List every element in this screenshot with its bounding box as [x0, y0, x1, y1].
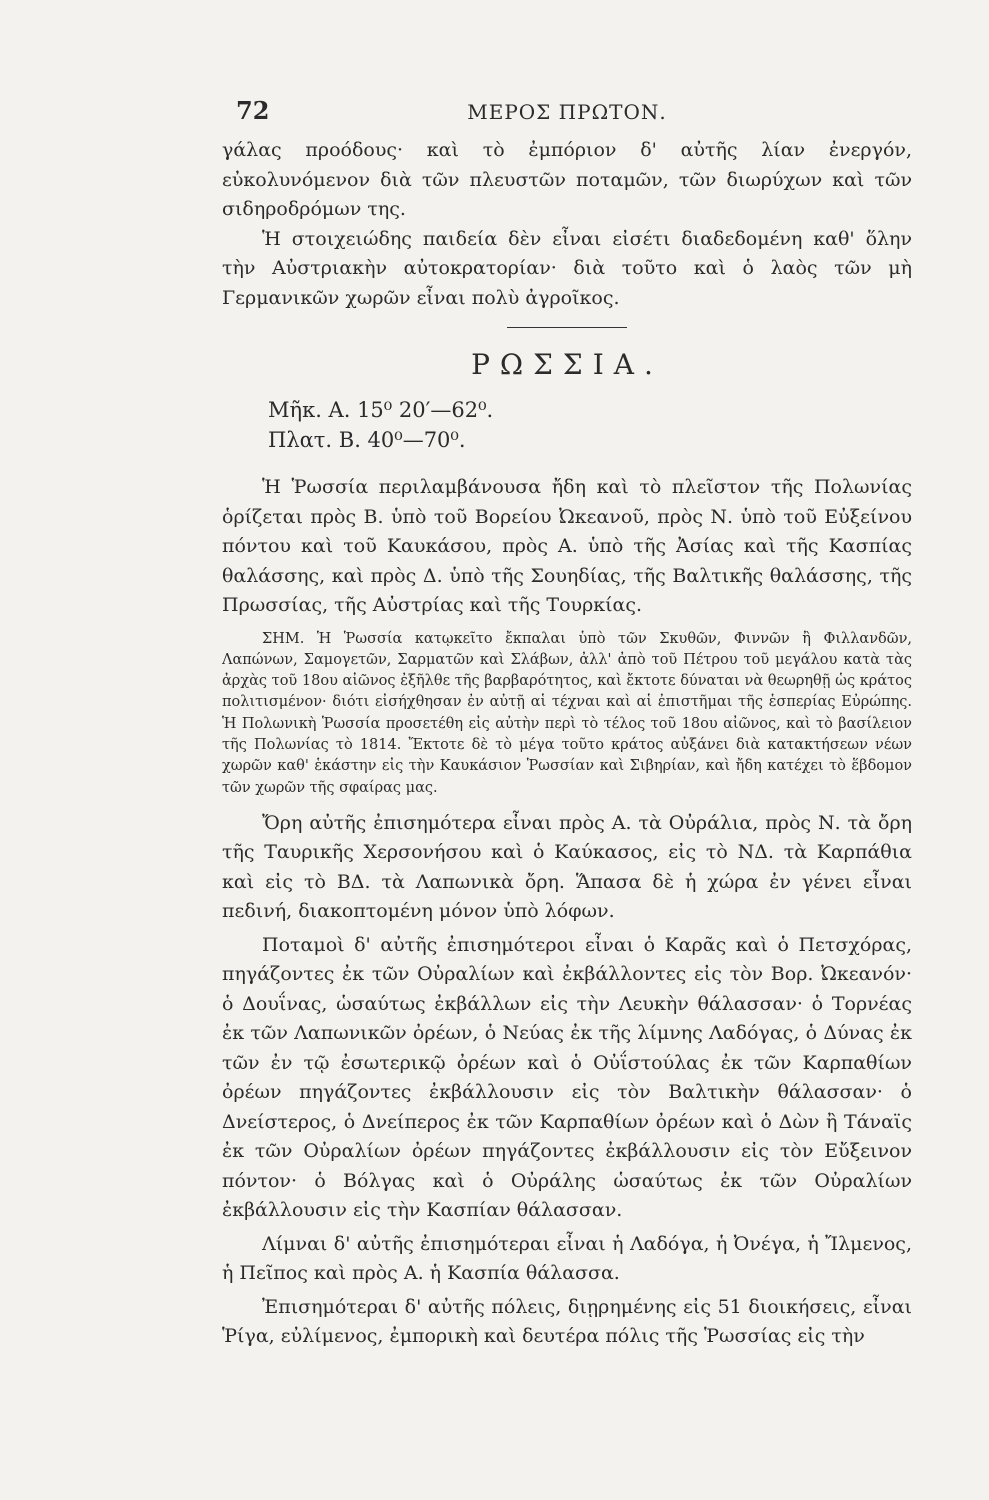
longitude: Μῆκ. Α. 15⁰ 20′—62⁰.	[268, 398, 494, 422]
paragraph: Ἐπισημότεραι δ' αὐτῆς πόλεις, διῃρημένης εἰς 51 διοικήσεις, εἶναι Ῥίγα, εὐλίμενος, ἐμπορικὴ καὶ δευτέρα πόλις τῆς Ῥωσσίας εἰς τὴν	[222, 1295, 912, 1348]
page-header	[222, 96, 912, 136]
paragraph: Ἡ Ῥωσσία περιλαμβάνουσα ἤδη καὶ τὸ πλεῖστον τῆς Πολωνίας ὁρίζεται πρὸς Β. ὑπὸ τοῦ Βορείου Ὠκεανοῦ, πρὸς Ν. ὑπὸ τοῦ Εὐξείνου πόντου καὶ τοῦ Καυκάσου, πρὸς Α. ὑπὸ τῆς Ἀσίας καὶ τῆς Κασπίας θαλάσσης, καὶ πρὸς Δ. ὑπὸ τῆς Σουηδίας, τῆς Βαλτικῆς θαλάσσης, τῆς Πρωσσίας, τῆς Αὐστρίας καὶ τῆς Τουρκίας.	[222, 476, 912, 616]
latitude: Πλατ. Β. 40⁰—70⁰.	[268, 428, 466, 452]
page-number: 72	[236, 96, 270, 125]
section-title: ΡΩΣΣΙΑ.	[471, 348, 663, 381]
section-divider	[507, 327, 627, 328]
running-head: ΜΕΡΟΣ ΠΡΩΤΟΝ.	[467, 100, 667, 124]
footnote: ΣΗΜ. Ἡ Ῥωσσία κατῳκεῖτο ἔκπαλαι ὑπὸ τῶν Σκυθῶν, Φιννῶν ἢ Φιλλανδῶν, Λαπώνων, Σαμογετῶν, Σαρματῶν καὶ Σλάβων, ἀλλ' ἀπὸ τοῦ Πέτρου τοῦ μεγάλου κατὰ τὰς ἀρχὰς τοῦ 18ου αἰῶνος ἐξῆλθε τῆς βαρβαρότητος, καὶ ἔκτοτε δύναται νὰ θεωρηθῇ ὡς κράτος πολιτισμένον· διότι εἰσήχθησαν ἐν αὐτῇ αἱ τέχναι καὶ αἱ ἐπιστῆμαι τῆς ἑσπερίας Εὐρώπης. Ἡ Πολωνικὴ Ῥωσσία προσετέθη εἰς αὐτὴν περὶ τὸ τέλος τοῦ 18ου αἰῶνος, καὶ τὸ βασίλειον τῆς Πολωνίας τὸ 1814. Ἔκτοτε δὲ τὸ μέγα τοῦτο κράτος αὐξάνει διὰ κατακτήσεων νέων χωρῶν καθ' ἑκάστην εἰς τὴν Καυκάσιον Ῥωσσίαν καὶ Σιβηρίαν, καὶ ἤδη κατέχει τὸ ἕβδομον τῶν χωρῶν τῆς σφαίρας μας.	[222, 630, 912, 796]
paragraph: Ποταμοὶ δ' αὐτῆς ἐπισημότεροι εἶναι ὁ Καρᾶς καὶ ὁ Πετσχόρας, πηγάζοντες ἐκ τῶν Οὐραλίων καὶ ἐκβάλλοντες εἰς τὸν Βορ. Ὠκεανόν· ὁ Δουΐνας, ὡσαύτως ἐκβάλλων εἰς τὴν Λευκὴν θάλασσαν· ὁ Τορνέας ἐκ τῶν Λαπωνικῶν ὀρέων, ὁ Νεύας ἐκ τῆς λίμνης Λαδόγας, ὁ Δύνας ἐκ τῶν ἐν τῷ ἐσωτερικῷ ὀρέων καὶ ὁ Οὐΐστούλας ἐκ τῶν Καρπαθίων ὀρέων πηγάζοντες ἐκβάλλουσιν εἰς τὸν Βαλτικὴν θάλασσαν· ὁ Δνείστερος, ὁ Δνείπερος ἐκ τῶν Καρπαθίων ὀρέων καὶ ὁ Δὼν ἢ Τάναϊς ἐκ τῶν Οὐραλίων ὀρέων πηγάζοντες ἐκβάλλουσιν εἰς τὸν Εὔξεινον πόντον· ὁ Βόλγας καὶ ὁ Οὐράλης ὡσαύτως ἐκ τῶν Οὐραλίων ἐκβάλλουσιν εἰς τὴν Κασπίαν θάλασσαν.	[222, 933, 912, 1222]
coordinates	[222, 395, 912, 455]
paragraph: Ὄρη αὐτῆς ἐπισημότερα εἶναι πρὸς Α. τὰ Οὐράλια, πρὸς Ν. τὰ ὄρη τῆς Ταυρικῆς Χερσονήσου καὶ ὁ Καύκασος, εἰς τὸ ΝΔ. τὰ Καρπάθια καὶ εἰς τὸ ΒΔ. τὰ Λαπωνικὰ ὄρη. Ἅπασα δὲ ἡ χώρα ἐν γένει εἶναι πεδινή, διακοπτομένη μόνον ὑπὸ λόφων.	[222, 811, 912, 923]
paragraph: Ἡ στοιχειώδης παιδεία δὲν εἶναι εἰσέτι διαδεδομένη καθ' ὅλην τὴν Αὐστριακὴν αὐτοκρατορίαν· διὰ τοῦτο καὶ ὁ λαὸς τῶν μὴ Γερμανικῶν χωρῶν εἶναι πολὺ ἀγροῖκος.	[222, 227, 912, 309]
paragraph: γάλας προόδους· καὶ τὸ ἐμπόριον δ' αὐτῆς λίαν ἐνεργόν, εὐκολυνόμενον διὰ τῶν πλευστῶν ποταμῶν, τῶν διωρύχων καὶ τῶν σιδηροδρόμων της.	[222, 139, 912, 220]
page	[222, 96, 912, 1352]
paragraph: Λίμναι δ' αὐτῆς ἐπισημότεραι εἶναι ἡ Λαδόγα, ἡ Ὀνέγα, ἡ Ἴλμενος, ἡ Πεῖπος καὶ πρὸς Α. ἡ Κασπία θάλασσα.	[222, 1232, 912, 1285]
